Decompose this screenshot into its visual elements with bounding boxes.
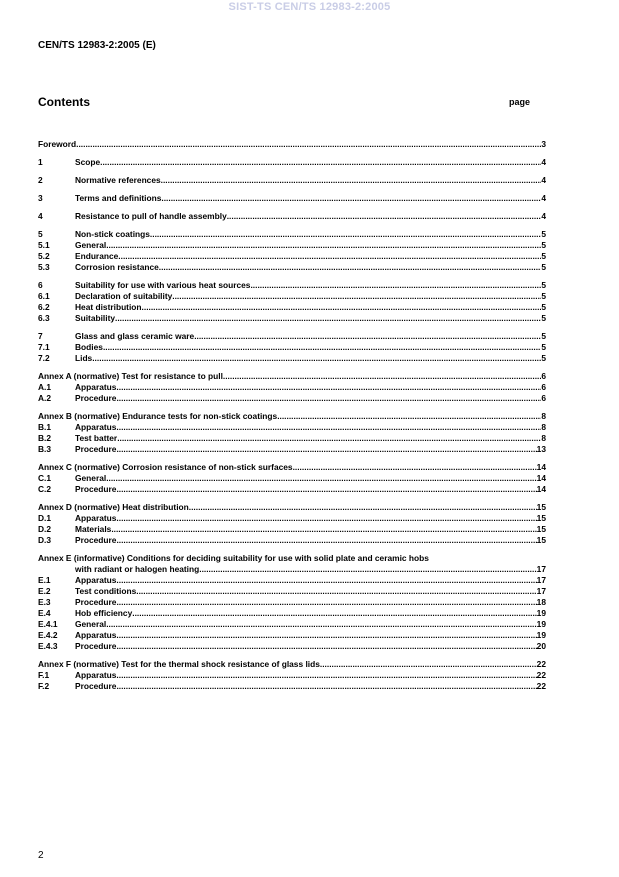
toc-entry-number: 1 bbox=[38, 157, 43, 167]
toc-entry[interactable] bbox=[38, 575, 546, 586]
toc-entry-number: 5.2 bbox=[38, 251, 50, 261]
toc-entry-page: 15 bbox=[536, 524, 546, 534]
table-of-contents bbox=[38, 139, 546, 692]
toc-dot-leader bbox=[136, 586, 536, 597]
toc-entry[interactable] bbox=[38, 291, 546, 302]
toc-entry-title: Materials bbox=[75, 524, 112, 534]
toc-entry-number: 2 bbox=[38, 175, 43, 185]
toc-entry-title: Glass and glass ceramic ware bbox=[75, 331, 195, 341]
toc-entry-title: Scope bbox=[75, 157, 101, 167]
toc-dot-leader bbox=[320, 659, 537, 670]
toc-dot-leader bbox=[116, 681, 536, 692]
toc-entry-number: B.1 bbox=[38, 422, 52, 432]
toc-entry-number: E.1 bbox=[38, 575, 51, 585]
toc-entry-page: 15 bbox=[536, 535, 546, 545]
toc-entry-page: 4 bbox=[541, 157, 546, 167]
toc-entry-number: 5.3 bbox=[38, 262, 50, 272]
toc-entry-number: E.4.2 bbox=[38, 630, 58, 640]
toc-entry[interactable] bbox=[38, 641, 546, 652]
toc-entry-number: 7.2 bbox=[38, 353, 50, 363]
toc-entry-title: Test conditions bbox=[75, 586, 137, 596]
toc-entry-number: 7.1 bbox=[38, 342, 50, 352]
toc-entry[interactable] bbox=[38, 251, 546, 262]
toc-entry-number: B.2 bbox=[38, 433, 52, 443]
toc-entry[interactable] bbox=[38, 462, 546, 473]
toc-dot-leader bbox=[116, 641, 536, 652]
toc-entry-title: Heat distribution bbox=[75, 302, 142, 312]
toc-dot-leader bbox=[161, 175, 542, 186]
toc-dot-leader bbox=[116, 393, 541, 404]
toc-dot-leader bbox=[115, 313, 541, 324]
toc-entry[interactable] bbox=[38, 608, 546, 619]
document-id: CEN/TS 12983-2:2005 (E) bbox=[38, 40, 156, 51]
toc-entry-page: 5 bbox=[541, 229, 546, 239]
toc-entry-page: 6 bbox=[541, 382, 546, 392]
toc-entry-title: Resistance to pull of handle assembly bbox=[75, 211, 227, 221]
watermark: SIST-TS CEN/TS 12983-2:2005 bbox=[228, 1, 391, 13]
toc-entry[interactable] bbox=[38, 433, 546, 444]
contents-title: Contents bbox=[38, 95, 90, 109]
toc-entry-page: 5 bbox=[541, 331, 546, 341]
toc-entry[interactable] bbox=[38, 681, 546, 692]
toc-dot-leader bbox=[172, 291, 541, 302]
toc-entry-title: Test batter bbox=[75, 433, 118, 443]
toc-entry-title: Normative references bbox=[75, 175, 161, 185]
toc-dot-leader bbox=[277, 411, 541, 422]
toc-entry-page: 5 bbox=[541, 342, 546, 352]
toc-entry-page: 17 bbox=[536, 564, 546, 574]
toc-entry-title: Apparatus bbox=[75, 630, 117, 640]
toc-dot-leader bbox=[116, 422, 541, 433]
toc-entry[interactable] bbox=[38, 382, 546, 393]
toc-entry-number: E.4.3 bbox=[38, 641, 58, 651]
toc-dot-leader bbox=[161, 193, 541, 204]
toc-entry-title: Annex B (normative) Endurance tests for non-stick coatings bbox=[38, 411, 278, 421]
toc-entry[interactable] bbox=[38, 586, 546, 597]
toc-dot-leader bbox=[142, 302, 542, 313]
toc-entry-title: Hob efficiency bbox=[75, 608, 133, 618]
toc-dot-leader bbox=[227, 211, 542, 222]
toc-dot-leader bbox=[132, 608, 536, 619]
toc-entry-title: General bbox=[75, 240, 107, 250]
toc-dot-leader bbox=[159, 262, 542, 273]
toc-entry-page: 19 bbox=[536, 608, 546, 618]
toc-entry-number: F.2 bbox=[38, 681, 50, 691]
toc-entry-page: 19 bbox=[536, 630, 546, 640]
page-column-label: page bbox=[509, 97, 531, 107]
toc-dot-leader bbox=[199, 564, 536, 575]
toc-entry[interactable] bbox=[38, 157, 546, 168]
toc-entry[interactable] bbox=[38, 535, 546, 546]
toc-entry-page: 22 bbox=[536, 659, 546, 669]
toc-entry-page: 6 bbox=[541, 371, 546, 381]
toc-entry-title: Non-stick coatings bbox=[75, 229, 150, 239]
toc-entry-number: 5 bbox=[38, 229, 43, 239]
toc-entry-title: Foreword bbox=[38, 139, 77, 149]
toc-entry-page: 5 bbox=[541, 280, 546, 290]
page-number: 2 bbox=[38, 850, 44, 861]
toc-dot-leader bbox=[111, 524, 536, 535]
toc-entry-title: Suitability bbox=[75, 313, 116, 323]
toc-entry[interactable] bbox=[38, 139, 546, 150]
toc-entry-title: Corrosion resistance bbox=[75, 262, 159, 272]
toc-entry-page: 17 bbox=[536, 586, 546, 596]
toc-entry[interactable] bbox=[38, 229, 546, 240]
toc-entry-page: 5 bbox=[541, 262, 546, 272]
toc-entry-number: B.3 bbox=[38, 444, 52, 454]
toc-entry[interactable] bbox=[38, 393, 546, 404]
toc-entry-title: Apparatus bbox=[75, 422, 117, 432]
toc-dot-leader bbox=[118, 251, 541, 262]
toc-entry-page: 20 bbox=[536, 641, 546, 651]
toc-entry-title: Annex E (informative) Conditions for deciding suitability for use with solid plate and ceramic hobs bbox=[38, 553, 429, 563]
toc-entry-title: Bodies bbox=[75, 342, 103, 352]
toc-entry-number: 6 bbox=[38, 280, 43, 290]
toc-entry-title: Procedure bbox=[75, 597, 117, 607]
toc-dot-leader bbox=[116, 484, 536, 495]
toc-entry-page: 8 bbox=[541, 422, 546, 432]
toc-entry-title: Procedure bbox=[75, 444, 117, 454]
toc-entry-number: A.2 bbox=[38, 393, 52, 403]
toc-entry-page: 5 bbox=[541, 251, 546, 261]
toc-entry-title: Apparatus bbox=[75, 670, 117, 680]
toc-entry[interactable] bbox=[38, 473, 546, 484]
toc-entry-number: D.2 bbox=[38, 524, 52, 534]
toc-entry-title: Procedure bbox=[75, 484, 117, 494]
toc-entry[interactable] bbox=[38, 211, 546, 222]
toc-entry[interactable] bbox=[38, 513, 546, 524]
toc-dot-leader bbox=[116, 597, 536, 608]
toc-entry-number: 5.1 bbox=[38, 240, 50, 250]
toc-entry-page: 4 bbox=[541, 211, 546, 221]
toc-entry-title: Procedure bbox=[75, 681, 117, 691]
toc-dot-leader bbox=[116, 513, 536, 524]
toc-entry-page: 8 bbox=[541, 433, 546, 443]
toc-entry-page: 5 bbox=[541, 302, 546, 312]
toc-entry-number: 3 bbox=[38, 193, 43, 203]
toc-dot-leader bbox=[103, 342, 541, 353]
toc-entry-number: A.1 bbox=[38, 382, 52, 392]
toc-entry[interactable] bbox=[38, 597, 546, 608]
toc-entry-number: 7 bbox=[38, 331, 43, 341]
toc-entry-title: Annex D (normative) Heat distribution bbox=[38, 502, 189, 512]
toc-entry-title: Lids bbox=[75, 353, 93, 363]
toc-entry-title: Endurance bbox=[75, 251, 119, 261]
toc-entry-page: 15 bbox=[536, 502, 546, 512]
toc-dot-leader bbox=[117, 433, 541, 444]
toc-entry[interactable] bbox=[38, 630, 546, 641]
toc-entry-page: 15 bbox=[536, 513, 546, 523]
toc-entry-title: Procedure bbox=[75, 535, 117, 545]
toc-entry-page: 13 bbox=[536, 444, 546, 454]
toc-entry[interactable] bbox=[38, 331, 546, 342]
toc-dot-leader bbox=[189, 502, 537, 513]
toc-entry[interactable] bbox=[38, 502, 546, 513]
toc-entry-page: 8 bbox=[541, 411, 546, 421]
toc-entry[interactable] bbox=[38, 302, 546, 313]
toc-entry-title: Apparatus bbox=[75, 575, 117, 585]
toc-dot-leader bbox=[116, 670, 536, 681]
toc-entry[interactable] bbox=[38, 240, 546, 251]
toc-entry-number: E.4.1 bbox=[38, 619, 58, 629]
toc-entry[interactable] bbox=[38, 444, 546, 455]
toc-dot-leader bbox=[116, 444, 536, 455]
toc-entry-number: D.1 bbox=[38, 513, 52, 523]
toc-dot-leader bbox=[223, 371, 541, 382]
toc-entry-page: 17 bbox=[536, 575, 546, 585]
toc-entry[interactable] bbox=[38, 175, 546, 186]
toc-entry-number: F.1 bbox=[38, 670, 50, 680]
toc-entry-title: Declaration of suitability bbox=[75, 291, 173, 301]
toc-entry-page: 19 bbox=[536, 619, 546, 629]
toc-entry-page: 5 bbox=[541, 240, 546, 250]
toc-entry-page: 5 bbox=[541, 313, 546, 323]
toc-entry[interactable] bbox=[38, 422, 546, 433]
toc-entry-number: 6.3 bbox=[38, 313, 50, 323]
toc-entry-page: 14 bbox=[536, 473, 546, 483]
toc-entry-number: E.2 bbox=[38, 586, 51, 596]
toc-entry-title: General bbox=[75, 473, 107, 483]
toc-entry-title: Annex A (normative) Test for resistance to pull bbox=[38, 371, 223, 381]
toc-entry-title: Apparatus bbox=[75, 382, 117, 392]
toc-entry-title: Procedure bbox=[75, 641, 117, 651]
toc-dot-leader bbox=[92, 353, 541, 364]
toc-entry[interactable] bbox=[38, 280, 546, 291]
toc-entry-title: Annex F (normative) Test for the thermal shock resistance of glass lids bbox=[38, 659, 320, 669]
toc-entry-title: Procedure bbox=[75, 393, 117, 403]
toc-entry-page: 4 bbox=[541, 175, 546, 185]
toc-entry-number: E.4 bbox=[38, 608, 51, 618]
toc-entry-page: 14 bbox=[536, 462, 546, 472]
toc-entry[interactable] bbox=[38, 193, 546, 204]
toc-entry-page: 6 bbox=[541, 393, 546, 403]
toc-entry[interactable] bbox=[38, 670, 546, 681]
toc-entry[interactable] bbox=[38, 411, 546, 422]
toc-entry-number: E.3 bbox=[38, 597, 51, 607]
toc-dot-leader bbox=[116, 382, 541, 393]
toc-dot-leader bbox=[106, 619, 536, 630]
toc-entry-page: 5 bbox=[541, 291, 546, 301]
toc-entry-number: 4 bbox=[38, 211, 43, 221]
toc-entry[interactable] bbox=[38, 342, 546, 353]
toc-entry-number: C.1 bbox=[38, 473, 52, 483]
toc-entry[interactable] bbox=[38, 262, 546, 273]
toc-entry-title: with radiant or halogen heating bbox=[75, 564, 200, 574]
toc-entry[interactable] bbox=[38, 353, 546, 364]
toc-entry-number: C.2 bbox=[38, 484, 52, 494]
toc-entry-page: 22 bbox=[536, 681, 546, 691]
toc-entry[interactable] bbox=[38, 484, 546, 495]
toc-entry[interactable] bbox=[38, 619, 546, 630]
toc-entry-page: 14 bbox=[536, 484, 546, 494]
toc-entry-page: 18 bbox=[536, 597, 546, 607]
toc-entry-title: Apparatus bbox=[75, 513, 117, 523]
toc-entry-page: 4 bbox=[541, 193, 546, 203]
toc-entry-title: Suitability for use with various heat sources bbox=[75, 280, 251, 290]
toc-dot-leader bbox=[250, 280, 541, 291]
toc-dot-leader bbox=[76, 139, 541, 150]
toc-entry-number: 6.1 bbox=[38, 291, 50, 301]
toc-entry[interactable] bbox=[38, 564, 546, 575]
toc-dot-leader bbox=[116, 575, 536, 586]
toc-dot-leader bbox=[194, 331, 541, 342]
toc-entry-number: 6.2 bbox=[38, 302, 50, 312]
toc-entry-title: Annex C (normative) Corrosion resistance of non-stick surfaces bbox=[38, 462, 293, 472]
toc-dot-leader bbox=[106, 240, 541, 251]
toc-entry-title: General bbox=[75, 619, 107, 629]
toc-entry-number: D.3 bbox=[38, 535, 52, 545]
toc-entry[interactable] bbox=[38, 313, 546, 324]
toc-dot-leader bbox=[293, 462, 537, 473]
toc-entry[interactable] bbox=[38, 553, 546, 564]
toc-dot-leader bbox=[150, 229, 541, 240]
toc-entry-page: 22 bbox=[536, 670, 546, 680]
toc-dot-leader bbox=[116, 630, 536, 641]
toc-entry[interactable] bbox=[38, 524, 546, 535]
toc-dot-leader bbox=[116, 535, 536, 546]
toc-entry[interactable] bbox=[38, 659, 546, 670]
toc-dot-leader bbox=[106, 473, 536, 484]
toc-dot-leader bbox=[100, 157, 541, 168]
toc-entry-page: 5 bbox=[541, 353, 546, 363]
toc-entry-page: 3 bbox=[541, 139, 546, 149]
toc-entry[interactable] bbox=[38, 371, 546, 382]
toc-entry-title: Terms and definitions bbox=[75, 193, 162, 203]
